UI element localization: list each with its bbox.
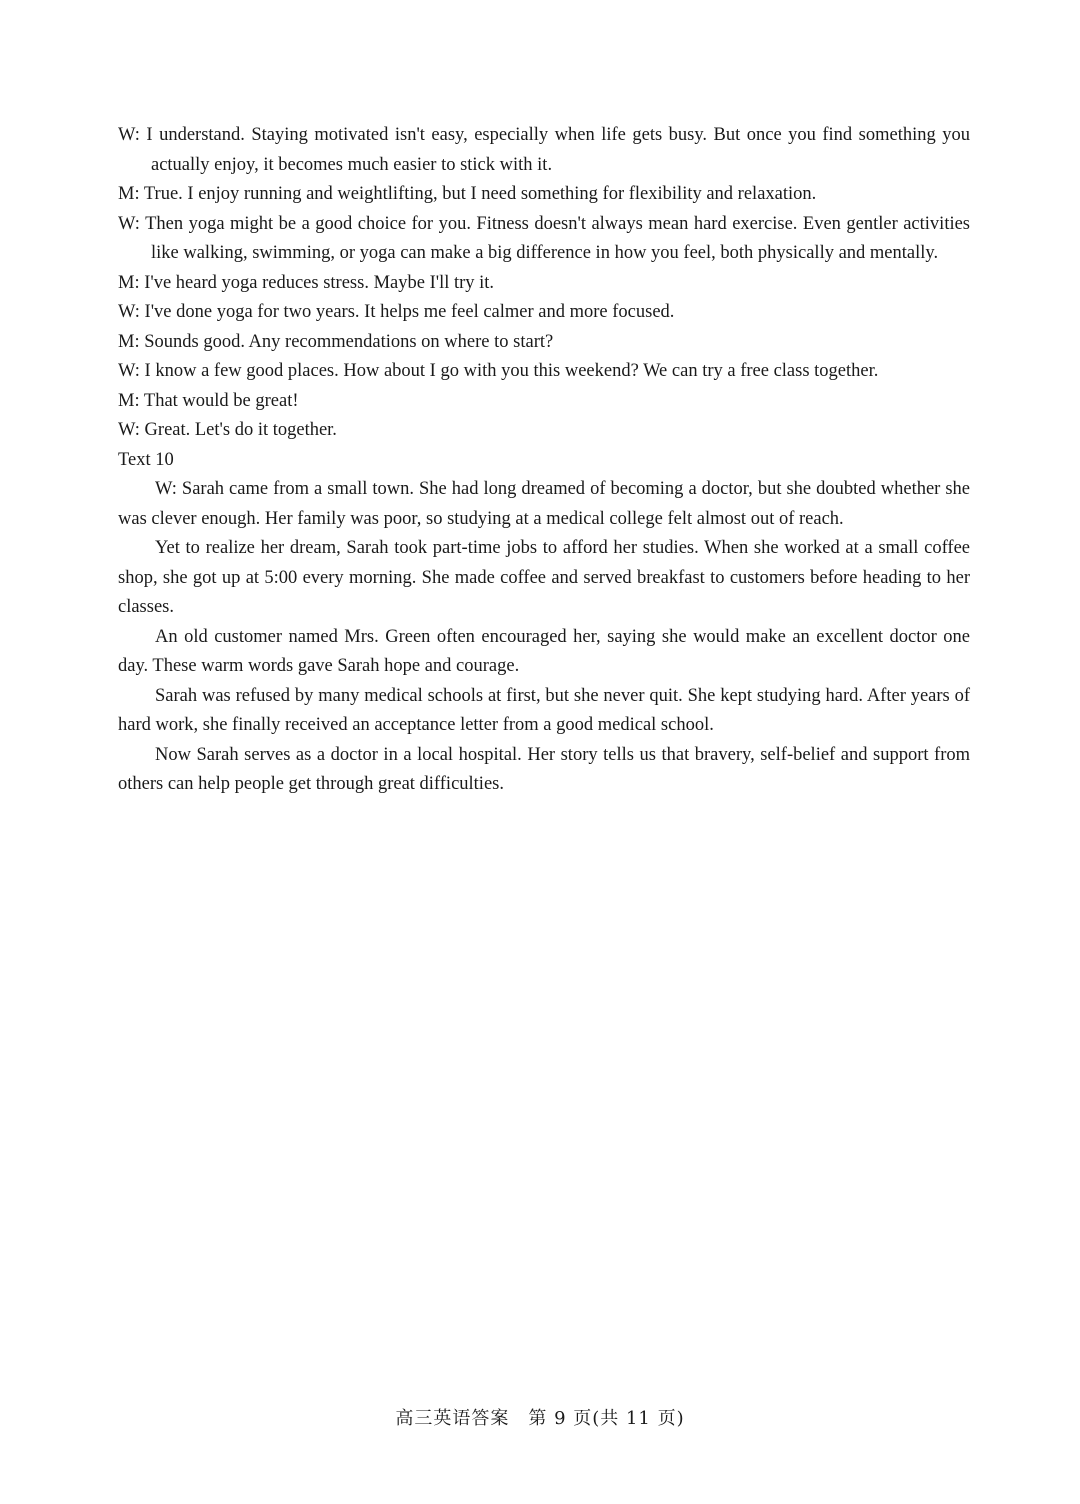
page-footer: 高三英语答案 第 9 页(共 11 页) [395,1408,685,1429]
dialogue-line [118,416,970,446]
paragraph: Sarah was refused by many medical schools at first, but she never quit. She kept studying hard. After years of hard work, she finally received an acceptance letter from a good medical school. [118,685,970,735]
speaker-label: M: [118,331,140,352]
dialogue-line [118,328,970,358]
dialogue-text: Great. Let's do it together. [144,420,337,440]
dialogue-text: I've done yoga for two years. It helps me feel calmer and more focused. [144,302,675,322]
speaker-label: W: [118,420,140,440]
speaker-label: M: [118,390,140,411]
paragraph: Now Sarah serves as a doctor in a local hospital. Her story tells us that bravery, self-belief and support from others can help people get through great difficulties. [118,744,970,794]
dialogue-line [118,357,970,387]
dialogue-line [118,269,970,299]
paragraph: Yet to realize her dream, Sarah took part-time jobs to afford her studies. When she worked at a small coffee shop, she got up at 5:00 every morning. She made coffee and served breakfast to customers before heading to her classes. [118,538,970,617]
dialogue-line [118,210,970,269]
speaker-label: W: [118,125,140,145]
dialogue-line [118,298,970,328]
dialogue-text: Sounds good. Any recommendations on where to start? [144,331,554,352]
dialogue-line [118,387,970,417]
dialogue-text: That would be great! [143,390,299,411]
dialogue-text: True. I enjoy running and weightlifting, but I need something for flexibility and relaxation. [143,184,817,204]
paragraph: An old customer named Mrs. Green often encouraged her, saying she would make an excellent doctor one day. These warm words gave Sarah hope and courage. [118,626,970,676]
speaker-label: M: [118,272,140,293]
dialogue-line [118,180,970,210]
speaker-label: M: [118,184,140,204]
paragraph: W: Sarah came from a small town. She had long dreamed of becoming a doctor, but she doubted whether she was clever enough. Her family was poor, so studying at a medical college felt almost out of reach. [118,479,970,529]
dialogue-text: Then yoga might be a good choice for you. Fitness doesn't always mean hard exercise. Even gentler activities like walking, swimming, or yoga can make a big difference in how you feel, both physically and mentally. [145,213,971,263]
speaker-label: W: [118,213,140,234]
text10-section [118,446,970,800]
dialogue-text: I understand. Staying motivated isn't easy, especially when life gets busy. But once you find something you actually enjoy, it becomes much easier to stick with it. [146,125,970,175]
speaker-label: W: [118,361,140,381]
dialogue-text: I've heard yoga reduces stress. Maybe I'll try it. [144,272,495,293]
dialogue-text: I know a few good places. How about I go with you this weekend? We can try a free class together. [144,361,879,381]
section-heading: Text 10 [118,449,174,470]
dialogue-line [118,121,970,180]
document-page [118,121,970,800]
dialogue-section [118,121,970,446]
speaker-label: W: [118,302,140,322]
